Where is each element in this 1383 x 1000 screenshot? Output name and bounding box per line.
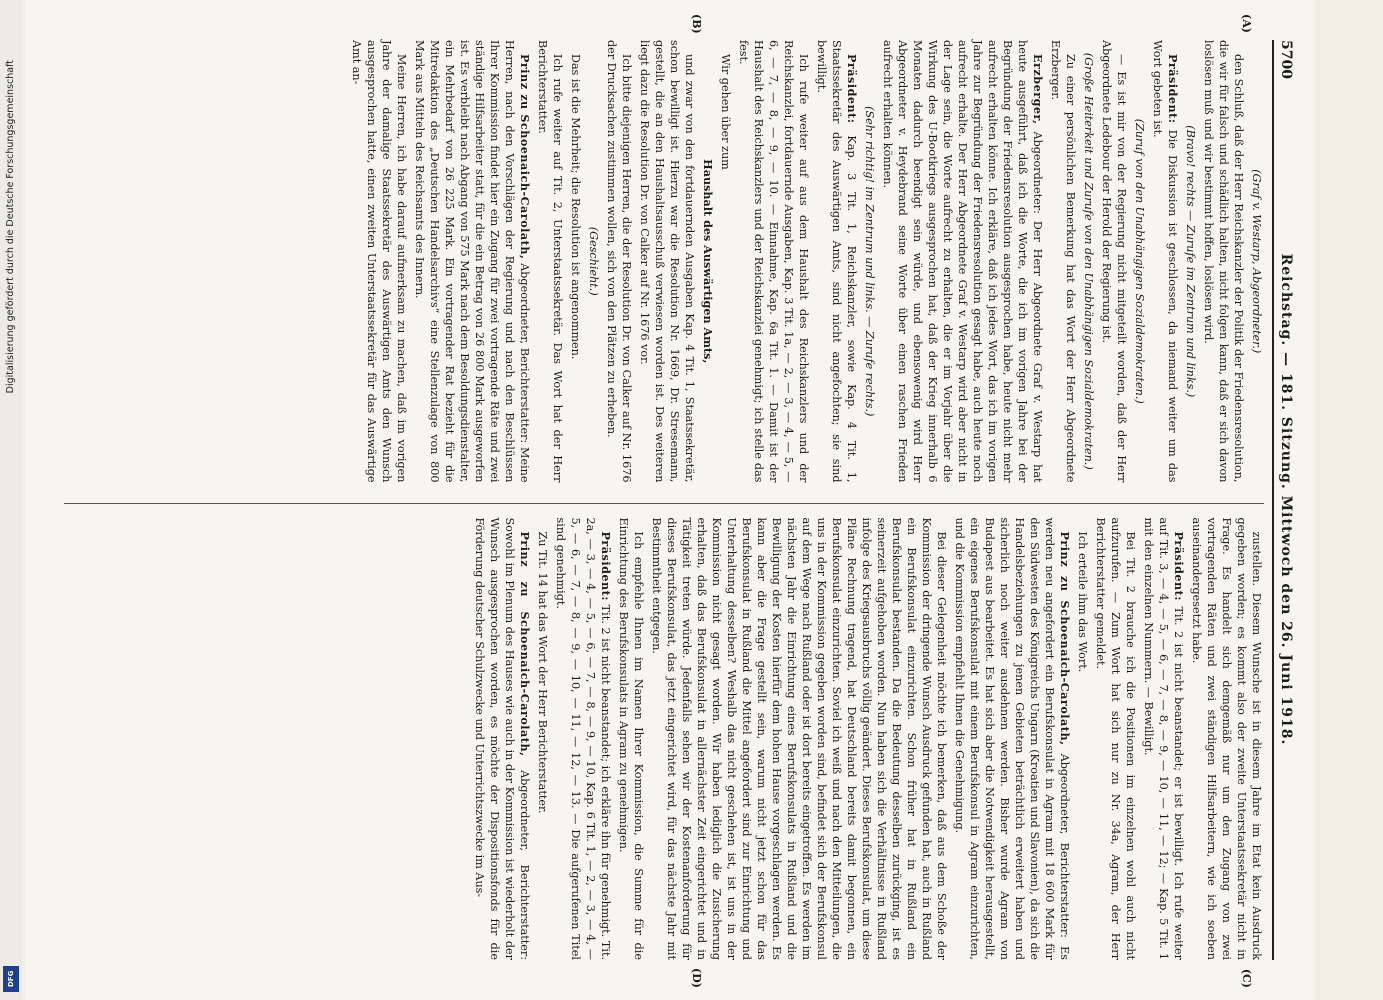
paragraph	[952, 518, 1072, 961]
paragraph	[604, 40, 634, 483]
paragraph-text: Abgeordneter: Der Herr Abgeordnete Graf v. Westarp hat heute ausgeführt, daß ich die Worte, die ich im vorigen Jahre bei der Begründung der Friedensresolution ausgesprochen habe, heute nicht mehr aufrecht erhalten könne. Ich erkläre, daß ich jedes Wort, das ich im vorigen Jahre zur Begründung der Friedensresolution gesagt habe, auch heute noch aufrecht erhalte. Der Herr Abgeordnete Graf v. Westarp wird aber nicht in der Lage sein, die Worte aufrecht zu erhalten, die er im Vorjahr über die Wirkung des U-Bootkriegs ausgesprochen hat, daß der Krieg innerhalb 6 Monaten dadurch beendigt sein würde, und ebensowenig wird Herr Abgeordneter v. Heydebrand seine Worte über einen raschen Frieden aufrecht erhalten können.	[881, 40, 1044, 483]
paragraph-text: Zu Tit. 14 hat das Wort der Herr Berichterstatter.	[536, 531, 549, 814]
paragraph-text: (Sehr richtig! im Zentrum und links. — Zurufe rechts.)	[863, 106, 876, 417]
paragraph-text: Tit. 2 ist nicht beanstandet; er ist bewilligt. Ich rufe weiter auf Tit. 3, — 4, — 5, — 6, — 7, — 8, — 9, — 10, — 11, — 12; — Kap. 5 Tit. 1 mit den einzelnen Nummern. — Bewilligt.	[1142, 517, 1185, 960]
paragraph-text: (Große Heiterkeit und Zurufe von den Unabhängigen Sozialdemokraten.)	[1082, 52, 1095, 470]
stage-direction	[1132, 40, 1147, 483]
text-columns	[64, 14, 1264, 988]
page-title: Reichstag. — 181. Sitzung. Mittwoch den 26. Juni 1918.	[1278, 253, 1294, 746]
paragraph	[1150, 40, 1180, 483]
dfg-logo: DFG	[3, 966, 19, 992]
section-heading	[700, 40, 715, 483]
paragraph-text: Wir gehen über zum	[719, 54, 732, 170]
document-page	[25, 0, 1315, 1000]
paragraph	[649, 518, 949, 961]
paragraph	[553, 518, 613, 961]
paragraph-text: Das ist die Mehrheit; die Resolution ist angenommen.	[569, 54, 582, 360]
stage-direction	[1081, 40, 1096, 483]
paragraph-text: Ich rufe weiter auf aus dem Haushalt des Reichskanzlers und der Reichskanzlei, fortdauernde Ausgaben, Kap. 3 Tit. 1a, — 2, — 3, — 4, — 5, — 6, — 7, — 8, — 9, — 10. — Einnahme, Kap. 6a Tit. 1. — Damit ist der Haushalt des Reichskanzlers und der Reichskanzlei genehmigt; ich stelle das fest.	[737, 40, 810, 483]
speaker-name: Prinz zu Schoenaich-Carolath,	[1058, 531, 1072, 746]
stage-direction	[1249, 40, 1264, 483]
paragraph	[535, 518, 550, 961]
speaker-name: Prinz zu Schoenaich-Carolath,	[518, 54, 532, 260]
right-column	[64, 503, 1264, 988]
paragraph	[472, 518, 532, 961]
paragraph-text: Die Diskussion ist geschlossen, da niemand weiter um das Wort gebeten ist.	[1151, 40, 1179, 483]
paragraph-text: — Es ist mir von der Regierung nicht mitgeteilt worden, daß der Herr Abgeordnete Ledebour der Herold der Regierung ist.	[1100, 40, 1128, 483]
paragraph	[1075, 518, 1090, 961]
margin-marker-a: (A)	[1240, 14, 1253, 33]
paragraph-text: (Zuruf von den Unabhängigen Sozialdemokraten.)	[1133, 118, 1146, 404]
paragraph	[1048, 40, 1078, 483]
speaker-name: Erzberger,	[1031, 54, 1045, 125]
margin-marker-c: (C)	[1240, 968, 1253, 988]
paragraph-text: Tit. 2 ist nicht beanstandet; ich erkläre ihn für genehmigt. Tit. 2a, — 3, — 4, — 5, — 6, — 7, — 8, — 9, — 10, Kap. 6 Tit. 1, — 2, — 3, — 4, — 5, — 6, — 7, — 8, — 9, — 10, — 11, — 12, — 13. — Die aufgerufenen Titel sind genehmigt.	[554, 517, 612, 961]
speaker-name: Prinz zu Schoenaich-Carolath,	[518, 531, 532, 757]
paragraph	[718, 40, 733, 483]
paragraph-text: Ich rufe weiter auf Tit. 2, Unterstaatssekretär. Das Wort hat der Herr Berichterstatter.	[536, 40, 564, 483]
paragraph-text: Meine Herren, ich habe darauf aufmerksam zu machen, daß im vorigen Jahre der damalige Staatssekretär des Auswärtigen Amts den Wunsch ausgesprochen hatte, einen zweiten Unterstaatssekretär für das Auswärtige Amt an-	[350, 40, 408, 483]
paragraph	[568, 40, 583, 483]
paragraph-text: Abgeordneter, Berichterstatter: Sowohl im Plenum des Hauses wie auch in der Kommission ist wiederholt der Wunsch ausgesprochen worden, es möchte der Dispositionsfonds für die Förderung deutscher Schulzwecke und Unterrichtszwecke im Aus-	[473, 517, 531, 960]
paragraph-text: (Geschieht.)	[587, 226, 600, 296]
paragraph-text: Bei dieser Gelegenheit möchte ich bemerken, daß aus dem Schoße der Kommission der dringende Wunsch Ausdruck gefunden hat, auch in Rußland ein Berufskonsulat einzurichten. Schon früher hat in Rußland ein Berufskonsulat bestanden. Da die Bedeutung desselben zurückging, ist es seinerzeit aufgehoben worden. Nun haben sich die Verhältnisse in Rußland infolge des Kriegsausbruchs völlig geändert. Dieses Berufskonsulat, um diese Pläne Rechnung tragend, hat Deutschland bereits damit begonnen, ein Berufskonsulat einzurichten. Soviel ich weiß und nach den Mitteilungen, die uns in der Kommission gegeben worden sind, befindet sich der Berufskonsul auf dem Wege nach Rußland oder ist dort bereits eingetroffen. Es werden im nächsten Jahr die Einrichtung eines Berufskonsulats in Rußland und die Bewilligung der Kosten hierfür dem hohen Hause vorgeschlagen werden. Es kann aber die Frage gestellt sein, warum nicht jetzt schon für das Berufskonsulat in Rußland die Mittel angefordert sind zur Einrichtung und Unterhaltung desselben? Weshalb das nicht geschehen ist, ist uns in der Kommission nicht gesagt worden. Wir haben lediglich die Zusicherung erhalten, daß das Berufskonsulat in allernächster Zeit eingerichtet und in Tätigkeit treten würde. Jedenfalls sehen wir der Kostenanforderung für dieses Berufskonsulat, das jetzt eingerichtet wird, für das nächste Jahr mit Bestimmtheit entgegen.	[650, 517, 948, 960]
paragraph	[349, 40, 409, 483]
paragraph	[1099, 40, 1129, 483]
paragraph-text: (Bravo! rechts — Zurufe im Zentrum und links.)	[1184, 125, 1197, 398]
paragraph-text: Ich bitte diejenigen Herren, die der Resolution Dr. von Calker auf Nr. 1676 der Drucksachen zustimmen wollen, sich von den Plätzen zu erheben.	[605, 40, 633, 483]
speaker-name: Präsident:	[1166, 54, 1180, 124]
speaker-name: Präsident:	[599, 531, 613, 601]
paragraph	[616, 518, 646, 961]
sidebar	[0, 0, 22, 1000]
margin-marker-d: (D)	[690, 968, 703, 988]
speaker-name: Präsident:	[845, 54, 859, 124]
paragraph-text: zustellen. Diesem Wunsche ist in diesem Jahre im Etat kein Ausdruck gegeben worden; es kommt also der zweite Unterstaatssekretär nicht in Frage. Es handelt sich demgemäß nur um den Zugang von zwei vortragenden Räten und zwei ständigen Hilfsarbeitern, wie ich soeben auseinandergesetzt habe.	[1190, 517, 1263, 960]
paragraph	[412, 40, 532, 483]
paragraph-text: Abgeordneter, Berichterstatter: Meine Herren, nach den Vorschlägen der Regierung und nach den Beschlüssen Ihrer Kommission findet hier ein Zugang für zwei vortragende Räte und zwei ständige Hilfsarbeiter statt, für die ein Betrag von 26 800 Mark ausgeworfen ist. Es verbleibt nach Abgang von 575 Mark nach dem Besoldungsdienstalter, ein Mehrbedarf von 26 225 Mark. Ein vortragender Rat bezieht für die Mitredaktion des „Deutschen Handelsarchivs“ eine Stellenzulage von 800 Mark aus Mitteln des Reichsamts des Innern.	[413, 40, 531, 483]
paragraph-text: den Schluß, daß der Herr Reichskanzler der Politik der Friedensresolution, die wir für falsch und schädlich halten, nicht folgen kann, daß er sich davon loslösen muß und wir bestimmt hoffen, loslösen wird.	[1202, 40, 1245, 483]
paragraph	[736, 40, 811, 483]
margin-marker-b: (B)	[690, 14, 703, 34]
left-column	[64, 14, 1264, 483]
paragraph-text: Bei Tit. 2 brauche ich die Positionen im einzelnen wohl auch nicht aufzurufen. — Zum Wort hat sich nur zu Nr. 34a, Agram, der Herr Berichterstatter gemeldet.	[1094, 517, 1137, 960]
paragraph-text: Zu einer persönlichen Bemerkung hat das Wort der Herr Abgeordnete Erzberger.	[1049, 40, 1077, 483]
paragraph-text: (Graf v. Westarp, Abgeordneter.)	[1250, 169, 1263, 354]
paragraph-text: Abgeordneter, Berichterstatter: Es werden neu angefordert ein Berufskonsulat in Agram mit 18 600 Mark für den Südwesten des Königreichs Ungarn (Kroatien und Slavonien), da sich die Handelsbeziehungen zu jenen Gebieten beträchtlich erweitert haben und sicherlich noch weiter ausdehnen werden. Bisher wurde Agram von Budapest aus bearbeitet. Es hat sich aber die Notwendigkeit herausgestellt, ein eigenes Berufskonsulat mit einem Berufskonsul in Agram einzurichten, und die Kommission empfiehlt Ihnen die Genehmigung.	[953, 517, 1071, 960]
speaker-name: Präsident:	[1172, 531, 1186, 601]
paragraph	[637, 40, 697, 483]
stage-direction	[586, 40, 601, 483]
paragraph-text: Haushalt des Auswärtigen Amts,	[701, 159, 715, 364]
stage-direction	[1183, 40, 1198, 483]
paragraph-text: Kap. 3 Tit. 1, Reichskanzler, sowie Kap. 4 Tit. 1, Staatssekretär des Auswärtigen Amts, sind nicht angefochten; sie sind bewilligt.	[815, 40, 858, 483]
paragraph	[880, 40, 1045, 483]
paragraph	[1093, 518, 1138, 961]
digitization-credit: Digitalisierung gefördert durch die Deutsche Forschungsgemeinschaft	[5, 60, 16, 394]
paragraph-text: Ich erteile ihm das Wort.	[1076, 531, 1089, 673]
stage-direction	[862, 40, 877, 483]
paragraph	[814, 40, 859, 483]
page-header	[1272, 40, 1293, 960]
paragraph	[1201, 40, 1246, 483]
paragraph-text: Ich empfehle Ihnen im Namen Ihrer Kommission, die Summe für die Einrichtung des Berufskonsulats in Agram zu genehmigen.	[617, 517, 645, 960]
paragraph	[1189, 518, 1264, 961]
paragraph-text: und zwar von den fortdauernden Ausgaben Kap. 4 Tit. 1, Staatssekretär, schon bewilligt ist. Hierzu war die Resolution Nr. 1669, Dr. Stresemann, gestellt, die an den Haushaltsausschuß verwiesen worden ist. Des weiteren liegt dazu die Resolution Dr. von Calker auf Nr. 1676 vor.	[638, 40, 696, 483]
paragraph	[1141, 518, 1186, 961]
paragraph	[535, 40, 565, 483]
page-number: 5700	[1278, 40, 1294, 79]
